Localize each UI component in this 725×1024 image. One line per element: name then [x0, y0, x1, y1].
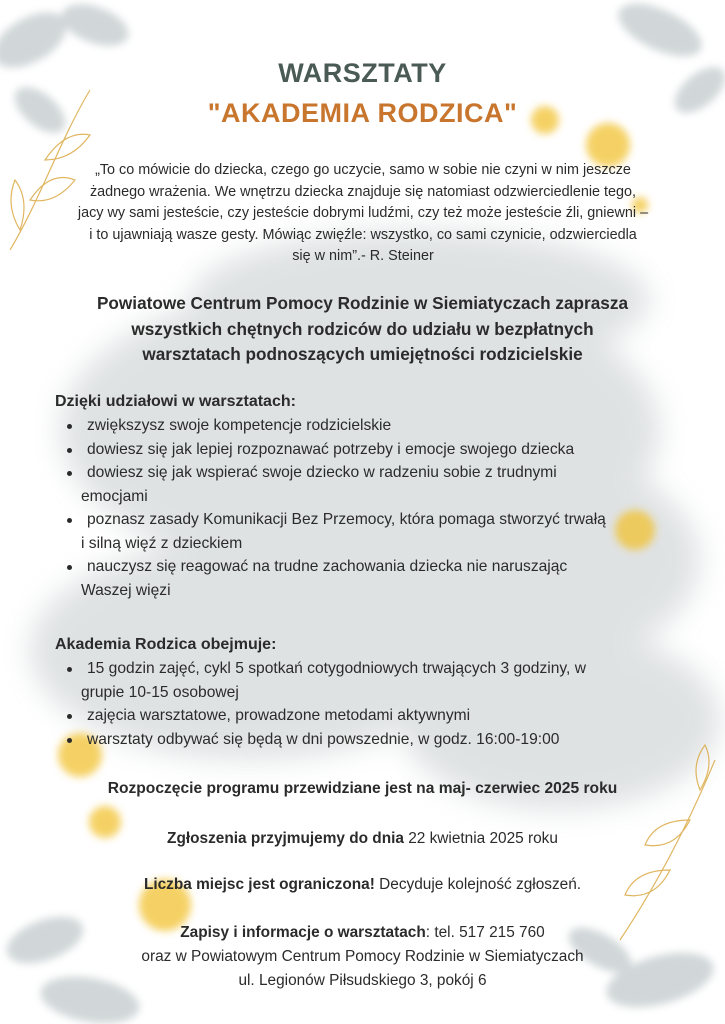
invitation-line: wszystkich chętnych rodziców do udziału w bezpłatnych	[131, 318, 594, 339]
start-info: Rozpoczęcie programu przewidziane jest na maj- czerwiec 2025 roku	[107, 780, 618, 797]
program-list	[55, 657, 685, 751]
deadline-info: Zgłoszenia przyjmujemy do dnia 22 kwietnia 2025 roku	[167, 830, 558, 847]
bullet-icon	[67, 448, 72, 453]
limit-info: Liczba miejsc jest ograniczona! Decyduje kolejność zgłoszeń.	[143, 876, 582, 893]
list-item: zwiększysz swoje kompetencje rodzicielskie	[55, 414, 685, 438]
invitation-line: Powiatowe Centrum Pomocy Rodzinie w Siemiatyczach zaprasza	[96, 293, 629, 313]
list-item: poznasz zasady Komunikacji Bez Przemocy, która pomaga stworzyć trwałą i silną więź z dzieckiem	[55, 508, 685, 555]
contact-info: Zapisy i informacje o warsztatach: tel. 517 215 760	[180, 924, 545, 941]
bullet-icon	[67, 471, 72, 476]
bullet-icon	[67, 565, 72, 570]
page-title: WARSZTATY	[278, 58, 447, 88]
benefits-list	[55, 414, 685, 602]
quote-line: „To co mówicie do dziecka, czego go uczycie, samo w sobie nie czyni w nim jeszcze	[95, 162, 631, 178]
bullet-icon	[67, 714, 72, 719]
quote-line: żadnego wrażenia. We wnętrzu dziecka znajduje się natomiast odzwierciedlenie tego,	[89, 183, 637, 200]
steiner-quote	[48, 160, 678, 268]
contact-street-line: ul. Legionów Piłsudskiego 3, pokój 6	[238, 972, 487, 989]
invitation-line: warsztatach podnoszących umiejętności rodzicielskie	[142, 344, 583, 364]
program-heading: Akademia Rodzica obejmuje:	[55, 636, 277, 653]
quote-line: i to ujawniają wasze gesty. Mówiąc zwięźle: wszystko, co sami czynicie, odzwierciedla	[89, 226, 637, 243]
invitation-text	[50, 291, 675, 368]
list-item: nauczysz się reagować na trudne zachowania dziecka nie naruszając Waszej więzi	[55, 555, 685, 602]
list-item: dowiesz się jak lepiej rozpoznawać potrzeby i emocje swojego dziecka	[55, 438, 685, 462]
page-subtitle: "AKADEMIA RODZICA"	[207, 98, 518, 128]
bullet-icon	[67, 738, 72, 743]
quote-line: jacy wy sami jesteście, czy jesteście dobrymi ludźmi, czy też może jesteście źli, gniewni –	[77, 205, 649, 221]
list-item: dowiesz się jak wspierać swoje dziecko w radzeniu sobie z trudnymi emocjami	[55, 461, 685, 508]
list-item: warsztaty odbywać się będą w dni powszednie, w godz. 16:00-19:00	[55, 728, 685, 752]
list-item: 15 godzin zajęć, cykl 5 spotkań cotygodniowych trwających 3 godziny, w grupie 10-15 osobowej	[55, 657, 685, 704]
benefits-heading: Dzięki udziałowi w warsztatach:	[55, 393, 296, 410]
bullet-icon	[67, 518, 72, 523]
quote-line: się w nim”.- R. Steiner	[292, 248, 434, 264]
contact-address-line: oraz w Powiatowym Centrum Pomocy Rodzinie w Siemiatyczach	[141, 948, 584, 965]
list-item: zajęcia warsztatowe, prowadzone metodami aktywnymi	[55, 704, 685, 728]
bullet-icon	[67, 667, 72, 672]
bullet-icon	[67, 424, 72, 429]
